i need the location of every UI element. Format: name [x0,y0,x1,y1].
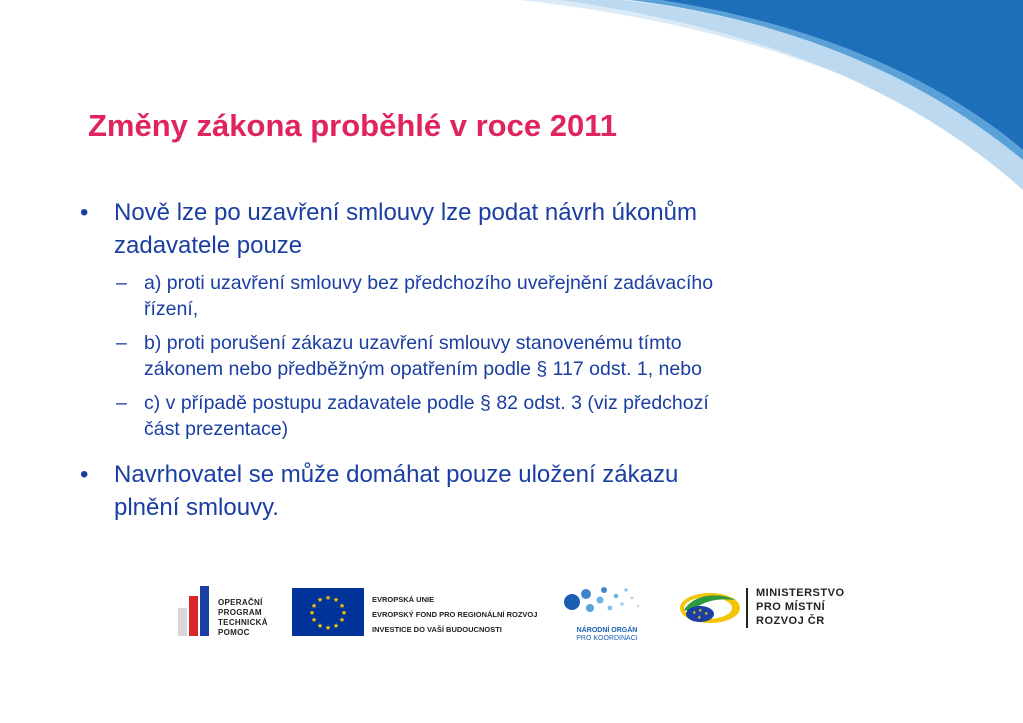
bullet-text-line: Navrhovatel se může domáhat pouze uložení zákazu [114,461,679,488]
svg-text:★: ★ [692,610,697,616]
bullet-text-line: zadavatele pouze [114,232,303,259]
dash-marker: – [116,392,127,414]
svg-text:★: ★ [310,602,318,610]
svg-text:★: ★ [308,609,316,617]
sub-bullet-text-line: řízení, [144,298,199,320]
mmr-text-line: PRO MÍSTNÍ [756,601,826,613]
svg-text:★: ★ [316,596,324,604]
eu-logo [292,588,538,641]
svg-text:★: ★ [316,622,324,630]
bullet-item [78,458,958,524]
eu-text-line: EVROPSKÁ UNIE [372,595,435,604]
eu-text-line: EVROPSKÝ FOND PRO REGIONÁLNÍ ROZVOJ [372,610,538,619]
footer-logos [170,582,870,642]
optp-text-line: TECHNICKÁ [218,618,268,627]
svg-text:★: ★ [324,624,332,632]
slide-title: Změny zákona proběhlé v roce 2011 [88,108,617,143]
svg-text:★: ★ [698,608,703,614]
optp-text-line: PROGRAM [218,608,262,617]
optp-text-line: OPERAČNÍ [218,598,263,607]
mmr-divider [746,588,748,628]
dash-marker: – [116,332,127,354]
svg-text:★: ★ [338,602,346,610]
sub-bullet-text-line: b) proti porušení zákazu uzavření smlouvy stanovenému tímto [144,332,682,354]
mmr-text-line: MINISTERSTVO [756,587,845,599]
sub-bullet-item [78,270,958,322]
slide-content [78,196,958,532]
svg-text:★: ★ [332,596,340,604]
dash-marker: – [116,272,127,294]
bullet-text-line: plnění smlouvy. [114,494,279,521]
sub-bullet-text-line: zákonem nebo předběžným opatřením podle § 117 odst. 1, nebo [144,358,702,380]
mmr-emblem-icon [678,588,742,628]
svg-text:★: ★ [704,611,709,617]
optp-bars-icon [178,586,216,636]
sub-bullet-item [78,390,958,442]
sub-bullet-text-line: a) proti uzavření smlouvy bez předchozího uveřejnění zadávacího [144,272,714,294]
bullet-marker: • [80,461,89,488]
optp-text-line: POMOC [218,628,250,637]
svg-text:★: ★ [324,594,332,602]
mmr-text-line: ROZVOJ ČR [756,615,825,627]
sub-bullet-text-line: c) v případě postupu zadavatele podle § 82 odst. 3 (viz předchozí [144,392,709,414]
bullet-item [78,196,958,262]
nok-text-line: NÁRODNÍ ORGÁN [576,627,638,634]
svg-text:★: ★ [340,609,348,617]
mmr-logo [678,587,845,633]
bullet-text-line: Nově lze po uzavření smlouvy lze podat návrh úkonům [114,199,697,226]
bullet-marker: • [80,199,89,226]
sub-bullet-item [78,330,958,382]
nok-dots-icon [562,582,652,622]
svg-text:★: ★ [332,622,340,630]
nok-text-line: PRO KOORDINACI [576,635,638,642]
optp-logo [178,586,268,641]
eu-flag-icon [292,588,364,636]
svg-text:★: ★ [338,616,346,624]
svg-text:★: ★ [310,616,318,624]
nok-logo [562,582,652,643]
eu-text-line: INVESTICE DO VAŠÍ BUDOUCNOSTI [372,625,502,634]
svg-text:★: ★ [697,615,702,621]
sub-bullet-text-line: část prezentace) [144,418,289,440]
